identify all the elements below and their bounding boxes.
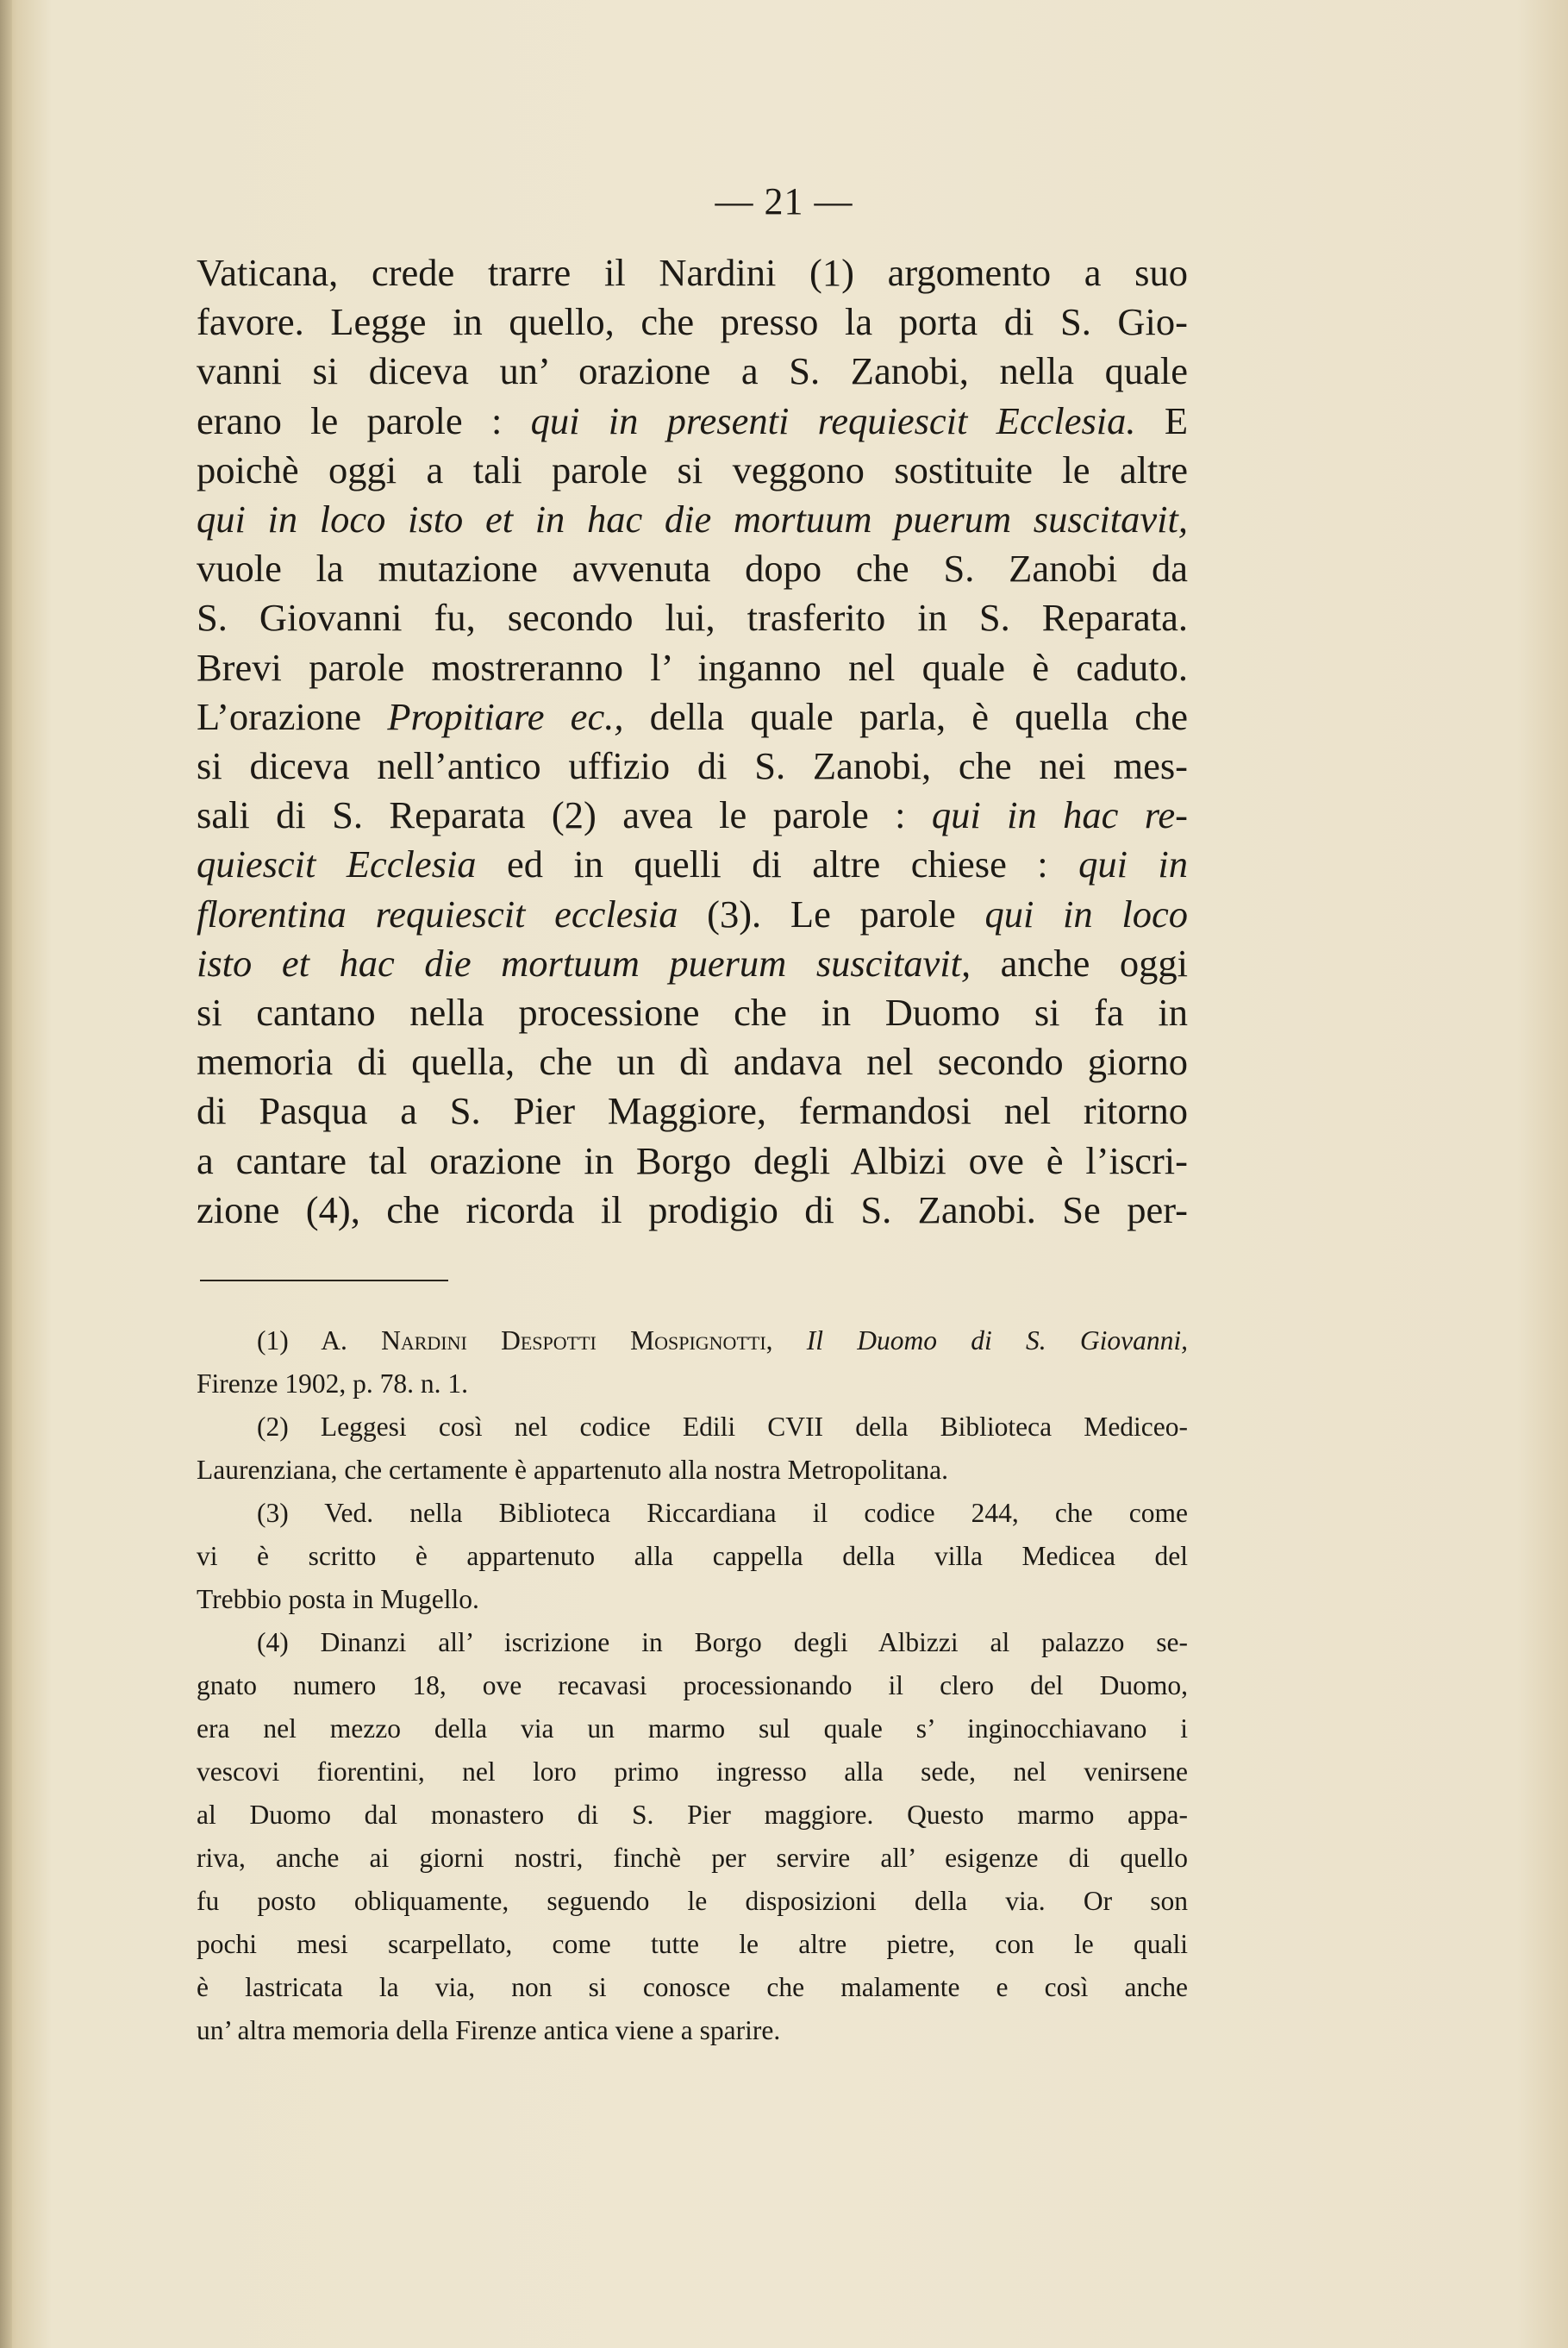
- text-line: S. Giovanni fu, secondo lui, trasferito in S. Reparata.: [197, 596, 1188, 640]
- text-line: [197, 495, 1188, 544]
- text-line: florentina requiescit ecclesia (3). Le parole qui in loco: [197, 892, 1189, 936]
- footnote-line: un’ altra memoria della Firenze antica viene a sparire.: [197, 2015, 781, 2045]
- footnote-line: fu posto obliquamente, seguendo le disposizioni della via. Or son: [197, 1886, 1188, 1916]
- footnotes: [197, 1319, 1188, 2052]
- footnote-line: vi è scritto è appartenuto alla cappella della villa Medicea del: [197, 1541, 1188, 1571]
- text-line: memoria di quella, che un dì andava nel secondo giorno: [197, 1040, 1188, 1084]
- text-line: quiescit Ecclesia ed in quelli di altre chiese : qui in: [197, 842, 1188, 886]
- latin-quote: florentina requiescit ecclesia: [197, 892, 678, 936]
- latin-quote: qui in loco: [984, 892, 1189, 936]
- text-line: isto et hac die mortuum puerum suscitavit, anche oggi: [197, 941, 1188, 985]
- footnote-1: (1) A. Nardini Despotti Mospignotti, Il Duomo di S. Giovanni,: [257, 1325, 1188, 1356]
- footnote-2: (2) Leggesi così nel codice Edili CVII della Biblioteca Mediceo-: [257, 1412, 1188, 1442]
- latin-quote: qui in hac re-: [931, 793, 1188, 837]
- text-line: L’orazione Propitiare ec., della quale parla, è quella che: [197, 694, 1189, 738]
- latin-quote: Propitiare ec.,: [387, 694, 624, 738]
- book-title: Il Duomo di S. Giovanni,: [806, 1325, 1188, 1356]
- text-line: vanni si diceva un’ orazione a S. Zanobi, nella quale: [197, 349, 1188, 393]
- footnote-line: Firenze 1902, p. 78. n. 1.: [197, 1368, 468, 1399]
- text-line: Brevi parole mostreranno l’ inganno nel quale è caduto.: [197, 645, 1188, 689]
- text-line: Vaticana, crede trarre il Nardini (1) argomento a suo: [197, 251, 1188, 294]
- footnote-line: Trebbio posta in Mugello.: [197, 1584, 479, 1614]
- footnote-4: (4) Dinanzi all’ iscrizione in Borgo degli Albizzi al palazzo se-: [257, 1627, 1188, 1657]
- text-line: favore. Legge in quello, che presso la porta di S. Gio-: [197, 300, 1188, 344]
- latin-quote: qui in: [1078, 842, 1188, 886]
- footnote-3: (3) Ved. nella Biblioteca Riccardiana il codice 244, che come: [257, 1498, 1188, 1528]
- footnote-line: vescovi fiorentini, nel loro primo ingresso alla sede, nel venirsene: [197, 1756, 1188, 1787]
- main-text: [197, 248, 1188, 1235]
- text-line: si cantano nella processione che in Duomo si fa in: [197, 991, 1188, 1035]
- text-line: erano le parole : qui in presenti requiescit Ecclesia. E: [197, 398, 1189, 442]
- text-line: zione (4), che ricorda il prodigio di S. Zanobi. Se per-: [197, 1187, 1188, 1231]
- footnote-line: Laurenziana, che certamente è appartenuto alla nostra Metropolitana.: [197, 1455, 948, 1485]
- footnote-line: è lastricata la via, non si conosce che malamente e così anche: [197, 1972, 1188, 2002]
- footnote-line: pochi mesi scarpellato, come tutte le altre pietre, con le quali: [197, 1929, 1188, 1959]
- author-name: Nardini Despotti Mospignotti: [381, 1325, 766, 1356]
- text-line: sali di S. Reparata (2) avea le parole : qui in hac re-: [197, 793, 1188, 837]
- page-number: — 21 —: [715, 180, 853, 222]
- text-line: a cantare tal orazione in Borgo degli Albizi ove è l’iscri-: [197, 1138, 1188, 1182]
- text-line: poichè oggi a tali parole si veggono sostituite le altre: [197, 448, 1188, 492]
- text-line: vuole la mutazione avvenuta dopo che S. Zanobi da: [197, 547, 1188, 591]
- footnote-line: era nel mezzo della via un marmo sul quale s’ inginocchiavano i: [197, 1713, 1188, 1744]
- footnote-line: al Duomo dal monastero di S. Pier maggiore. Questo marmo appa-: [197, 1800, 1188, 1830]
- latin-quote: isto et hac die mortuum puerum suscitavit,: [197, 941, 971, 985]
- footnote-line: gnato numero 18, ove recavasi processionando il clero del Duomo,: [197, 1670, 1188, 1700]
- footnote-line: riva, anche ai giorni nostri, finchè per servire all’ esigenze di quello: [197, 1843, 1188, 1873]
- footnote-divider: [200, 1280, 448, 1281]
- latin-quote: quiescit Ecclesia: [197, 842, 477, 886]
- text-line: si diceva nell’antico uffizio di S. Zanobi, che nei mes-: [197, 744, 1188, 788]
- latin-quote: qui in presenti requiescit Ecclesia.: [530, 398, 1136, 442]
- text-line: di Pasqua a S. Pier Maggiore, fermandosi nel ritorno: [197, 1089, 1188, 1133]
- latin-quote: qui in loco isto et in hac die mortuum puerum suscitavit,: [197, 498, 1188, 542]
- page-edge: [0, 0, 12, 2348]
